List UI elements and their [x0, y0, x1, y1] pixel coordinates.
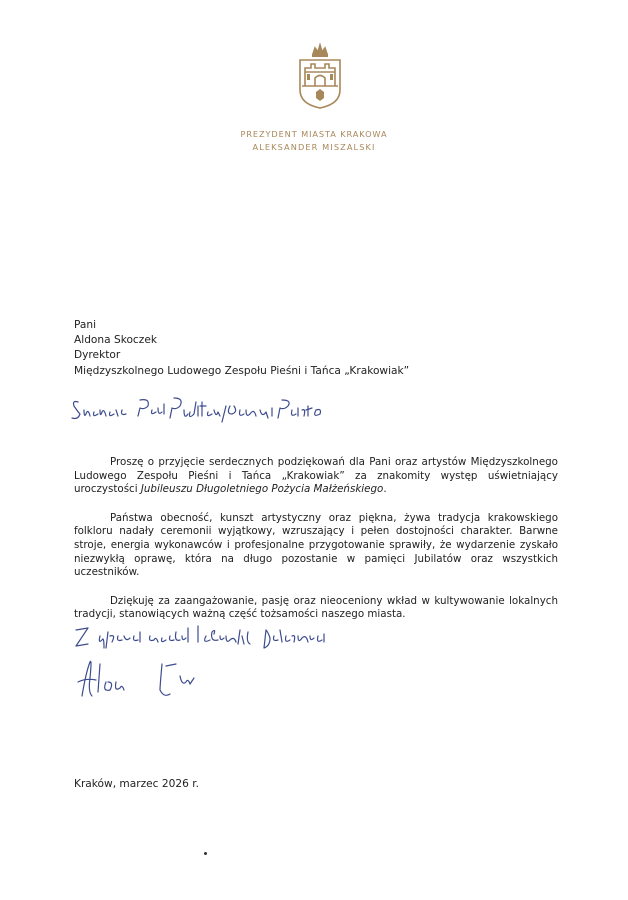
addressee-block: [74, 318, 409, 379]
handwritten-signature: [70, 652, 370, 704]
handwritten-closing: [70, 618, 370, 652]
body-paragraph-end: .: [383, 483, 387, 496]
office-title: PREZYDENT MIASTA KRAKOWA: [240, 129, 388, 139]
addressee-line: Dyrektor: [74, 349, 121, 362]
body-paragraph: [74, 456, 558, 497]
addressee-line: Aldona Skoczek: [74, 334, 157, 347]
body-paragraph: Państwa obecność, kunszt artystyczny oraz piękna, żywa tradycja krakowskiego folkloru nadały ceremonii wyjątkowy, wzruszający i pełen dostojności charakter. Barwne stroje, energia wykonawców i profesjonalne przygotowanie sprawiły, że wydarzenie zyskało niezwykłą oprawę, która na długo pozostanie w pamięci Jubilatów oraz wszystkich uczestników.: [74, 511, 558, 579]
body-paragraph: Dziękuję za zaangażowanie, pasję oraz nieoceniony wkład w kultywowanie lokalnych tradycji, stanowiących ważną część tożsamości naszego miasta.: [74, 594, 558, 621]
addressee-line: Pani: [74, 319, 97, 331]
addressee-line: Międzyszkolnego Ludowego Zespołu Pieśni i Tańca „Krakowiak”: [74, 364, 410, 377]
handwritten-salutation: [70, 392, 370, 426]
place-and-date: Kraków, marzec 2026 r.: [74, 778, 199, 790]
event-name: Jubileuszu Długoletniego Pożycia Małżeńskiego: [140, 483, 384, 496]
body-paragraph-text: Proszę o przyjęcie serdecznych podziękowań dla Pani oraz artystów Międzyszkolnego Ludowego Zespołu Pieśni i Tańca „Krakowiak” za znakomity występ uświetniający uroczystości: [74, 456, 558, 496]
office-holder-name: ALEKSANDER MISZALSKI: [252, 142, 376, 152]
stray-dot: [204, 852, 207, 855]
letter-body: [74, 456, 558, 637]
krakow-coat-of-arms-icon: [296, 42, 344, 110]
